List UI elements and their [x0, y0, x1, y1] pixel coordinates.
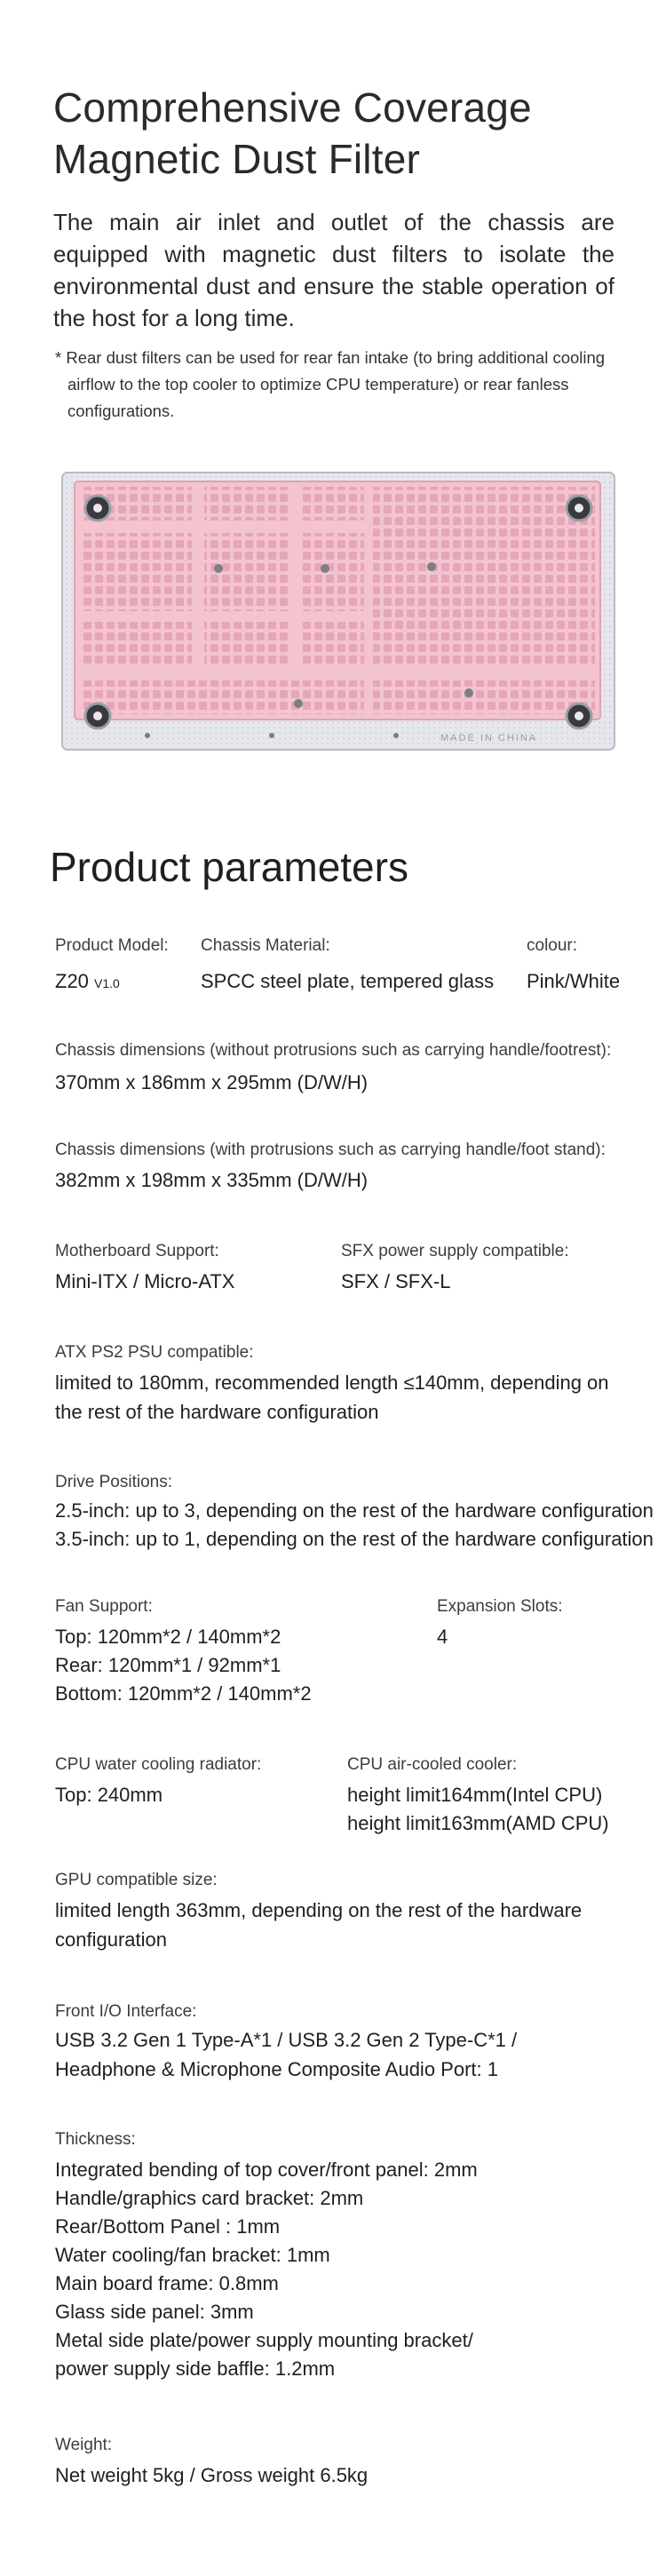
model-version: V1.0: [94, 976, 120, 990]
drive-value-1: 2.5-inch: up to 3, depending on the rest of the hardware configuration: [55, 1499, 654, 1522]
expansion-value: 4: [437, 1626, 448, 1648]
dims-without-value: 370mm x 186mm x 295mm (D/W/H): [55, 1071, 369, 1093]
thickness-line: Integrated bending of top cover/front panel: 2mm: [55, 2159, 478, 2181]
dims-with-label: Chassis dimensions (with protrusions such as carrying handle/foot stand):: [55, 1141, 606, 1159]
thickness-line: Water cooling/fan bracket: 1mm: [55, 2244, 330, 2266]
io-label: Front I/O Interface:: [55, 2002, 197, 2021]
weight-value: Net weight 5kg / Gross weight 6.5kg: [55, 2464, 369, 2486]
colour-label: colour:: [527, 936, 578, 955]
weight-label: Weight:: [55, 2436, 113, 2454]
thickness-line: Metal side plate/power supply mounting bracket/: [55, 2329, 473, 2351]
io-value-1: USB 3.2 Gen 1 Type-A*1 / USB 3.2 Gen 2 Type-C*1 /: [55, 2029, 518, 2051]
thickness-line: Main board frame: 0.8mm: [55, 2272, 279, 2294]
title-line-2: Magnetic Dust Filter: [53, 136, 421, 182]
gpu-label: GPU compatible size:: [55, 1871, 218, 1889]
intro-paragraph: The main air inlet and outlet of the chassis are equipped with magnetic dust filters to isolate the environmental dust and ensure the stable operation of the host for a long time.: [53, 209, 614, 331]
air-cooler-value-2: height limit163mm(AMD CPU): [347, 1812, 609, 1834]
stamp-text: MADE IN CHINA: [440, 733, 538, 743]
dims-with-value: 382mm x 198mm x 335mm (D/W/H): [55, 1169, 369, 1191]
atx-value: limited to 180mm, recommended length ≤140mm, depending on the rest of the hardware configuration: [55, 1371, 609, 1423]
dust-filter-image: [59, 469, 618, 753]
thickness-line: Rear/Bottom Panel : 1mm: [55, 2215, 281, 2238]
drive-label: Drive Positions:: [55, 1473, 172, 1491]
sfx-value: SFX / SFX-L: [341, 1270, 451, 1292]
colour-value: Pink/White: [527, 970, 621, 992]
dims-without-label: Chassis dimensions (without protrusions such as carrying handle/footrest):: [55, 1041, 612, 1060]
params-heading: Product parameters: [50, 844, 408, 890]
io-value-2: Headphone & Microphone Composite Audio Port: 1: [55, 2058, 498, 2080]
model-label: Product Model:: [55, 936, 169, 955]
title-line-1: Comprehensive Coverage: [53, 84, 532, 131]
expansion-label: Expansion Slots:: [437, 1597, 563, 1616]
gpu-value: limited length 363mm, depending on the rest of the hardware configuration: [55, 1899, 583, 1951]
sfx-label: SFX power supply compatible:: [341, 1242, 569, 1260]
motherboard-label: Motherboard Support:: [55, 1242, 219, 1260]
motherboard-value: Mini-ITX / Micro-ATX: [55, 1270, 235, 1292]
fan-rear: Rear: 120mm*1 / 92mm*1: [55, 1654, 281, 1676]
material-value: SPCC steel plate, tempered glass: [201, 970, 495, 992]
fan-top: Top: 120mm*2 / 140mm*2: [55, 1626, 281, 1648]
thickness-line: power supply side baffle: 1.2mm: [55, 2357, 336, 2380]
air-cooler-label: CPU air-cooled cooler:: [347, 1755, 518, 1774]
material-label: Chassis Material:: [201, 936, 330, 955]
air-cooler-value-1: height limit164mm(Intel CPU): [347, 1784, 603, 1806]
model-name: Z20: [55, 970, 89, 992]
thickness-line: Glass side panel: 3mm: [55, 2301, 254, 2323]
thickness-label: Thickness:: [55, 2130, 136, 2149]
fan-bottom: Bottom: 120mm*2 / 140mm*2: [55, 1682, 312, 1705]
water-cooling-label: CPU water cooling radiator:: [55, 1755, 262, 1774]
thickness-line: Handle/graphics card bracket: 2mm: [55, 2187, 364, 2209]
section-title: [53, 82, 622, 185]
model-value: [55, 966, 120, 998]
water-cooling-value: Top: 240mm: [55, 1784, 163, 1806]
footnote: * Rear dust filters can be used for rear fan intake (to bring additional cooling airflow to the top cooler to optimize CPU temperature) or rear fanless configurations.: [55, 348, 606, 420]
atx-label: ATX PS2 PSU compatible:: [55, 1343, 254, 1362]
fan-label: Fan Support:: [55, 1597, 153, 1616]
drive-value-2: 3.5-inch: up to 1, depending on the rest of the hardware configuration: [55, 1528, 654, 1550]
